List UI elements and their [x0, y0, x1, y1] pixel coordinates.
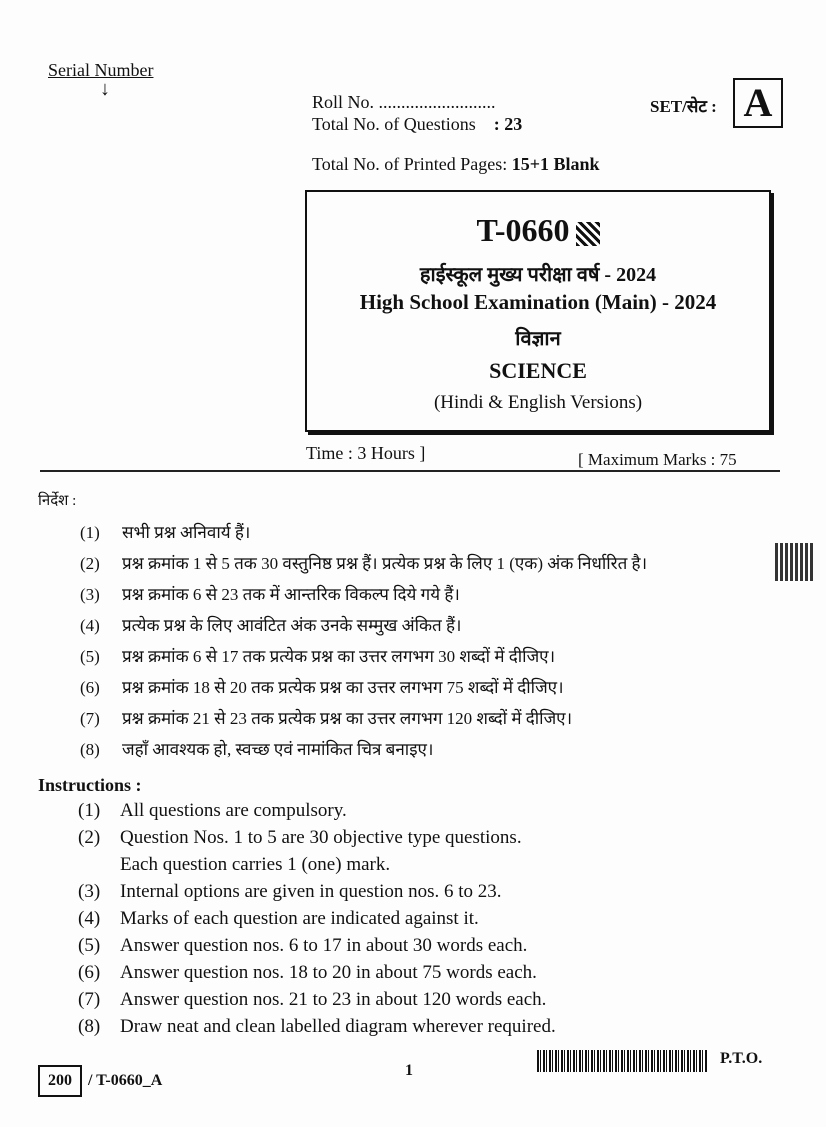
- instruction-item: [80, 582, 460, 605]
- printed-pages: [312, 154, 600, 175]
- total-questions-label: Total No. of Questions: [312, 114, 476, 134]
- item-text: जहाँ आवश्यक हो, स्वच्छ एवं नामांकित चित्र बनाइए।: [122, 740, 434, 759]
- item-text: Each question carries 1 (one) mark.: [120, 854, 391, 875]
- item-text: Marks of each question are indicated against it.: [120, 908, 479, 929]
- instruction-item: [80, 520, 250, 543]
- set-box: A: [733, 78, 783, 128]
- instruction-item: [80, 644, 555, 667]
- instruction-item: [78, 881, 502, 903]
- item-number: (2): [78, 827, 101, 848]
- item-number: (7): [80, 709, 100, 728]
- total-questions-value: : 23: [493, 114, 523, 134]
- pto: P.T.O.: [720, 1050, 763, 1067]
- item-number: (5): [80, 647, 100, 666]
- item-number: (7): [78, 989, 101, 1010]
- barcode-icon: [537, 1050, 707, 1072]
- item-number: (5): [78, 935, 101, 956]
- item-text: Question Nos. 1 to 5 are 30 objective type questions.: [120, 827, 522, 848]
- roll-no: Roll No. ..........................: [312, 92, 496, 112]
- instruction-item: [80, 551, 647, 574]
- item-text: सभी प्रश्न अनिवार्य हैं।: [122, 523, 251, 542]
- item-text: Answer question nos. 21 to 23 in about 120 words each.: [120, 989, 547, 1010]
- instruction-item: [78, 935, 527, 957]
- item-text: प्रत्येक प्रश्न के लिए आवंटित अंक उनके सम्मुख अंकित हैं।: [122, 616, 462, 635]
- item-number: (6): [78, 962, 101, 983]
- set-label: SET/सेट :: [650, 97, 717, 116]
- item-number: (1): [80, 523, 100, 542]
- item-text: प्रश्न क्रमांक 21 से 23 तक प्रत्येक प्रश्न का उत्तर लगभग 120 शब्दों में दीजिए।: [122, 709, 573, 728]
- hindi-instructions-heading: निर्देश :: [38, 493, 77, 509]
- title-box: [305, 190, 771, 432]
- item-text: प्रश्न क्रमांक 6 से 23 तक में आन्तरिक विकल्प दिये गये हैं।: [122, 585, 460, 604]
- instruction-item: [80, 706, 572, 729]
- instruction-item: [78, 827, 522, 849]
- maximum-marks: [ Maximum Marks : 75: [578, 450, 737, 469]
- page-number: 1: [405, 1062, 413, 1079]
- versions: (Hindi & English Versions): [433, 392, 643, 413]
- instruction-item: [80, 675, 564, 698]
- item-number: (8): [78, 1016, 101, 1037]
- instruction-item: [80, 737, 433, 760]
- item-text: Answer question nos. 6 to 17 in about 30 words each.: [120, 935, 528, 956]
- item-number: (3): [78, 881, 101, 902]
- instruction-item: [78, 800, 347, 822]
- item-number: (8): [80, 740, 100, 759]
- printed-pages-value: 15+1 Blank: [511, 154, 600, 174]
- instruction-item: [80, 613, 461, 636]
- item-number: (4): [80, 616, 100, 635]
- serial-number-label: Serial Number: [48, 60, 154, 80]
- qr-code-icon: [576, 222, 600, 246]
- down-arrow-icon: ↓: [100, 78, 110, 100]
- instruction-item: [78, 854, 390, 876]
- item-text: प्रश्न क्रमांक 18 से 20 तक प्रत्येक प्रश्न का उत्तर लगभग 75 शब्दों में दीजिए।: [122, 678, 564, 697]
- english-title: High School Examination (Main) - 2024: [359, 290, 717, 314]
- item-text: प्रश्न क्रमांक 6 से 17 तक प्रत्येक प्रश्न का उत्तर लगभग 30 शब्दों में दीजिए।: [122, 647, 556, 666]
- instruction-item: [78, 962, 537, 984]
- hindi-subject: विज्ञान: [515, 328, 561, 350]
- item-text: Internal options are given in question nos. 6 to 23.: [120, 881, 502, 902]
- item-number: (1): [78, 800, 101, 821]
- item-text: Answer question nos. 18 to 20 in about 75 words each.: [120, 962, 537, 983]
- instruction-item: [78, 989, 546, 1011]
- instruction-item: [78, 1016, 556, 1038]
- hindi-title: हाईस्कूल मुख्य परीक्षा वर्ष - 2024: [419, 264, 657, 286]
- total-questions: [312, 114, 522, 135]
- footer-code: / T-0660_A: [88, 1072, 163, 1089]
- paper-code-row: [307, 212, 769, 249]
- item-number: (4): [78, 908, 101, 929]
- printed-pages-label: Total No. of Printed Pages:: [312, 154, 508, 174]
- paper-code: T-0660: [476, 212, 570, 248]
- item-text: All questions are compulsory.: [120, 800, 347, 821]
- time: Time : 3 Hours ]: [306, 443, 426, 463]
- instructions-heading: Instructions :: [38, 775, 142, 795]
- instruction-item: [78, 908, 479, 930]
- item-number: (2): [80, 554, 100, 573]
- divider: [40, 470, 780, 472]
- subject: SCIENCE: [489, 358, 587, 383]
- item-number: (3): [80, 585, 100, 604]
- item-text: प्रश्न क्रमांक 1 से 5 तक 30 वस्तुनिष्ठ प्रश्न हैं। प्रत्येक प्रश्न के लिए 1 (एक) अंक निर्धारित है।: [122, 554, 648, 573]
- qr-code-icon: [775, 543, 813, 581]
- item-text: Draw neat and clean labelled diagram wherever required.: [120, 1016, 556, 1037]
- footer-count: 200: [38, 1065, 82, 1097]
- item-number: (6): [80, 678, 100, 697]
